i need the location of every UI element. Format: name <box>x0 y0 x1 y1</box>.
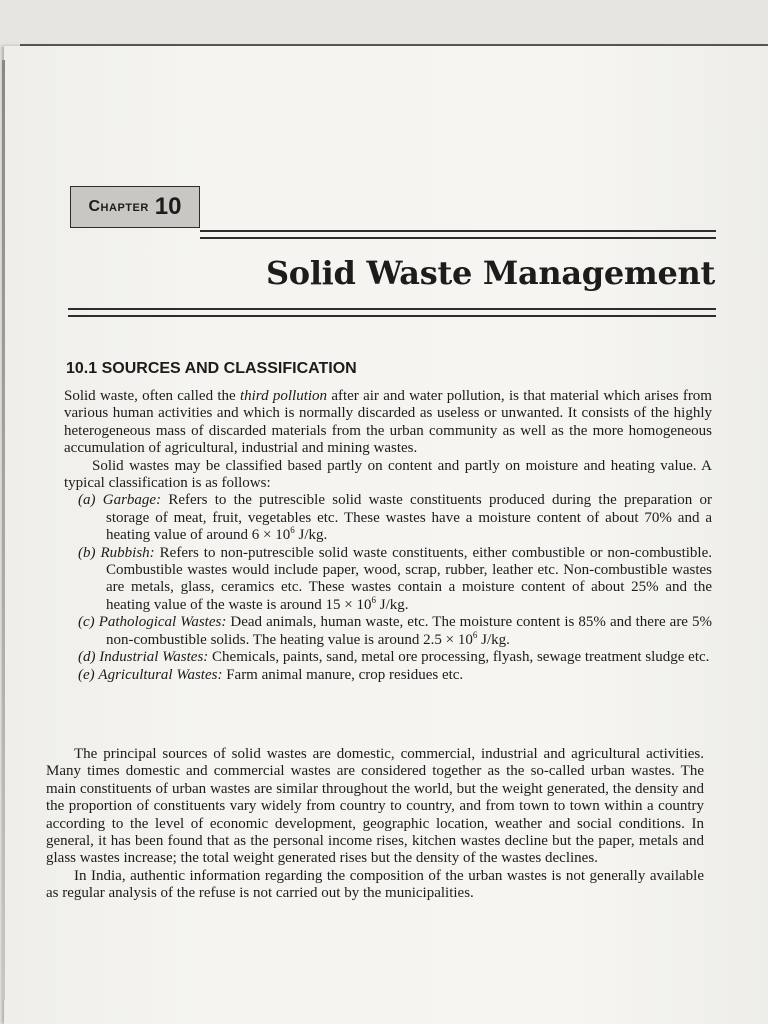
list-item: (d) Industrial Wastes: Chemicals, paints, sand, metal ore processing, flyash, sewage treatment sludge etc. <box>78 649 710 666</box>
list-item: (a) Garbage: Refers to the putrescible solid waste constituents produced during the preparation or storage of meat, fruit, vegetables etc. These wastes have a moisture content of about 70% and a heating value of around $6 \times 10^6$ J/kg. <box>78 492 713 544</box>
classification-intro: Solid wastes may be classified based partly on content and partly on moisture and heating value. A typical classification is as follows: <box>64 457 712 492</box>
sources-paragraph: The principal sources of solid wastes are domestic, commercial, industrial and agricultural activities. Many times domestic and commercial wastes are considered together as the so-called urban wastes. The main constituents of urban wastes are similar throughout the world, but the weight generated, the density and the proportion of constituents vary widely from country to country, and from town to town within a country according to the level of economic development, geographic location, weather and social conditions. In general, it has been found that as the personal income rises, kitchen wastes decline but the paper, metals and glass wastes increase; the total weight generated rises but the density of the wastes declines. <box>46 746 704 867</box>
page-left-edge <box>2 60 5 1000</box>
title-rule-top <box>68 308 716 310</box>
chapter-rule-top <box>200 230 716 232</box>
list-item: (b) Rubbish: Refers to non-putrescible solid waste constituents, either combustible or non-combustible. Combustible wastes would include paper, wood, scrap, rubber, leather etc. Non-combustible wastes are metals, glass, ceramics etc. These wastes contain a moisture content of about 25% and the heating value of the waste is around $15 \times 10^6$ J/kg. <box>78 544 713 613</box>
list-item: (e) Agricultural Wastes: Farm animal manure, crop residues etc. <box>78 666 464 683</box>
chapter-title: Solid Waste Management <box>265 254 715 292</box>
chapter-word: Chapter <box>88 198 149 215</box>
chapter-label-box <box>70 186 200 228</box>
list-item: (c) Pathological Wastes: Dead animals, human waste, etc. The moisture content is 85% and there are 5% non-combustible solids. The heating value is around $2.5 \times 10^6$ J/kg. <box>78 614 712 648</box>
title-rule-bottom <box>68 315 716 317</box>
sources-text <box>46 746 704 903</box>
intro-paragraph: Solid waste, often called the third pollution after air and water pollution, is that material which arises from various human activities and which is normally discarded as useless or unwanted. It consists of the highly heterogeneous mass of discarded materials from the urban community as well as the more homogeneous accumulation of agricultural, industrial and mining wastes. <box>64 388 712 457</box>
body-text <box>64 388 712 684</box>
chapter-rule-bottom <box>200 237 716 239</box>
section-heading: 10.1 SOURCES AND CLASSIFICATION <box>66 360 357 377</box>
intro-emphasis: third pollution <box>239 388 328 404</box>
india-paragraph: In India, authentic information regarding the composition of the urban wastes is not generally available as regular analysis of the refuse is not carried out by the municipalities. <box>46 867 704 902</box>
chapter-number: 10 <box>154 193 182 220</box>
